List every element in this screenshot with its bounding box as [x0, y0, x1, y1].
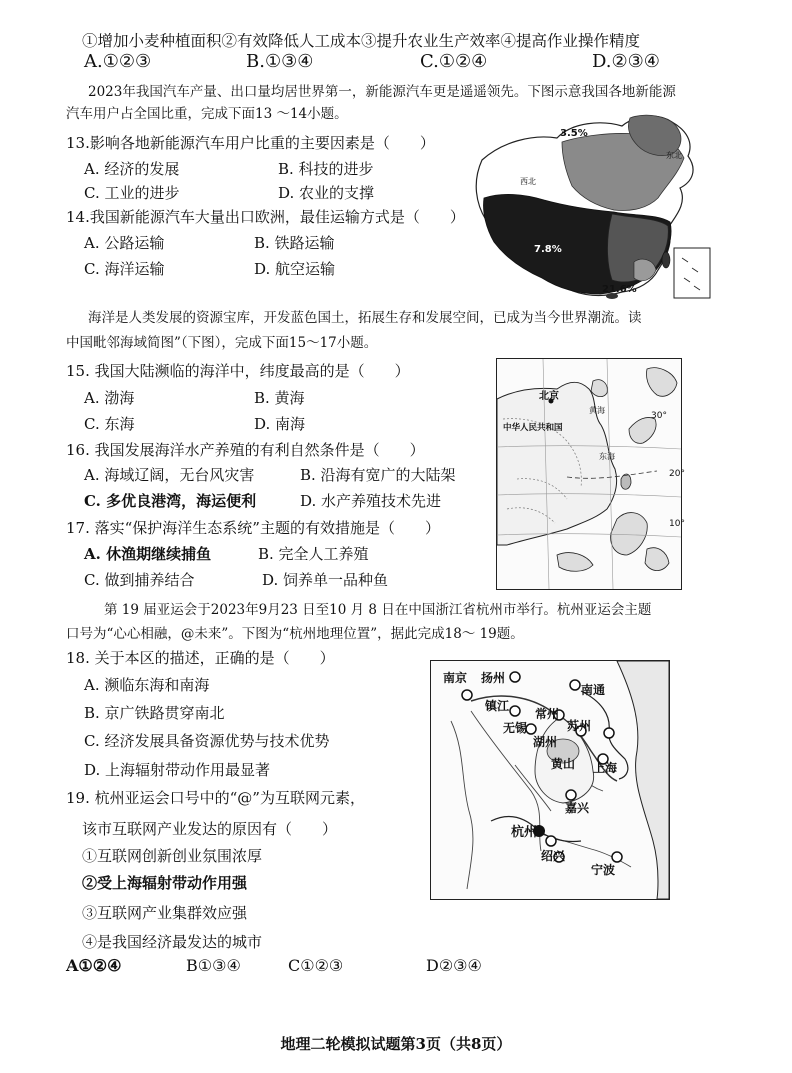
q14-option-a[interactable]: A. 公路运输 [84, 234, 165, 252]
map2-label-beijing: 北京 [539, 391, 559, 402]
q19-item-4: ④是我国经济最发达的城市 [82, 933, 263, 951]
q17-option-a[interactable]: A. 休渔期继续捕鱼 [84, 545, 212, 563]
intro-15-line2: 中国毗邻海域简图”（下图），完成下面15～17小题。 [66, 335, 378, 351]
map1-label-south: 21.6% [602, 284, 637, 295]
q14-stem: 14.我国新能源汽车大量出口欧洲，最佳运输方式是（ ） [66, 208, 465, 226]
q17-stem: 17. 落实“保护海洋生态系统”主题的有效措施是（ ） [66, 519, 440, 537]
q16-option-b[interactable]: B. 沿海有宽广的大陆架 [300, 466, 456, 484]
map3-label-shanghai: 上海 [593, 761, 618, 775]
q19-option-c[interactable]: C①②③ [288, 956, 344, 975]
q13-option-b[interactable]: B. 科技的进步 [278, 160, 374, 178]
q14-option-c[interactable]: C. 海洋运输 [84, 260, 165, 278]
map1-label-north: 3.5% [560, 128, 588, 139]
intro-18-line2: 口号为“心心相融，@未来”。下图为“杭州地理位置”，据此完成18～ 19题。 [66, 626, 524, 642]
china-nev-map [462, 112, 716, 302]
q19-item-1: ①互联网创新创业氛围浓厚 [82, 847, 263, 865]
q15-option-b[interactable]: B. 黄海 [254, 389, 305, 407]
q13-option-d[interactable]: D. 农业的支撑 [278, 184, 375, 202]
hangzhou-location-map [430, 660, 670, 900]
map2-label-lat20: 20° [669, 469, 685, 479]
map1-label-west: 7.8% [534, 244, 562, 255]
q12-option-a[interactable]: A.①②③ [84, 51, 152, 72]
q18-option-a[interactable]: A. 濒临东海和南海 [84, 676, 210, 694]
map1-label-northwest: 西北 [520, 177, 536, 186]
map3-label-suzhou: 苏州 [567, 719, 592, 733]
q18-option-c[interactable]: C. 经济发展具备资源优势与技术优势 [84, 732, 330, 750]
map3-label-yangzhou: 扬州 [481, 671, 506, 685]
q19-item-2: ②受上海辐射带动作用强 [82, 874, 248, 892]
map3-label-shaoxing: 绍兴 [541, 849, 566, 863]
q12-option-d[interactable]: D.②③④ [592, 51, 660, 72]
q13-option-a[interactable]: A. 经济的发展 [84, 160, 180, 178]
intro-13-line1: 2023年我国汽车产量、出口量均居世界第一，新能源汽车更是遥遥领先。下图示意我国各地新能源 [88, 84, 676, 100]
q18-option-b[interactable]: B. 京广铁路贯穿南北 [84, 704, 225, 722]
map3-label-huangshan: 黄山 [551, 757, 576, 771]
q15-stem: 15. 我国大陆濒临的海洋中，纬度最高的是（ ） [66, 362, 410, 380]
q16-option-c[interactable]: C. 多优良港湾，海运便利 [84, 492, 257, 510]
china-seas-map [496, 358, 685, 590]
q17-option-b[interactable]: B. 完全人工养殖 [258, 545, 369, 563]
q15-option-a[interactable]: A. 渤海 [84, 389, 135, 407]
intro-18-line1: 第 19 届亚运会于2023年9月23 日至10 月 8 日在中国浙江省杭州市举行。杭州亚运会主题 [104, 602, 652, 618]
q14-option-d[interactable]: D. 航空运输 [254, 260, 336, 278]
q13-stem: 13.影响各地新能源汽车用户比重的主要因素是（ ） [66, 134, 435, 152]
q19-option-a[interactable]: A①②④ [66, 956, 122, 975]
q19-item-3: ③互联网产业集群效应强 [82, 904, 248, 922]
q18-option-d[interactable]: D. 上海辐射带动作用最显著 [84, 761, 271, 779]
map2-label-prc: 中华人民共和国 [503, 423, 563, 433]
q16-stem: 16. 我国发展海洋水产养殖的有利自然条件是（ ） [66, 441, 425, 459]
map2-label-yellow-sea: 黄海 [589, 406, 605, 415]
map3-label-hangzhou: 杭州 [511, 825, 538, 840]
q12-option-b[interactable]: B.①③④ [246, 51, 314, 72]
map3-label-changzhou: 常州 [535, 707, 560, 721]
q19-stem-line1: 19. 杭州亚运会口号中的“@”为互联网元素， [66, 789, 365, 807]
map3-label-huzhou: 湖州 [533, 735, 558, 749]
map3-label-ningbo: 宁波 [591, 863, 616, 877]
map2-label-lat10: 10° [669, 519, 685, 529]
q15-option-d[interactable]: D. 南海 [254, 415, 306, 433]
q12-option-c[interactable]: C.①②④ [420, 51, 488, 72]
q13-option-c[interactable]: C. 工业的进步 [84, 184, 180, 202]
q16-option-d[interactable]: D. 水产养殖技术先进 [300, 492, 442, 510]
map3-label-wuxi: 无锡 [503, 721, 528, 735]
q19-option-b[interactable]: B①③④ [186, 956, 241, 975]
q14-option-b[interactable]: B. 铁路运输 [254, 234, 335, 252]
map3-label-nantong: 南通 [581, 683, 606, 697]
q18-stem: 18. 关于本区的描述，正确的是（ ） [66, 649, 335, 667]
map2-label-lat30: 30° [651, 411, 667, 421]
q17-option-d[interactable]: D. 饲养单一品种鱼 [262, 571, 389, 589]
map3-label-jiaxing: 嘉兴 [565, 801, 590, 815]
map2-label-east-sea: 东海 [599, 452, 615, 461]
q17-option-c[interactable]: C. 做到捕养结合 [84, 571, 195, 589]
intro-15-line1: 海洋是人类发展的资源宝库，开发蓝色国土，拓展生存和发展空间，已成为当今世界潮流。读 [88, 310, 642, 326]
q19-option-d[interactable]: D②③④ [426, 956, 482, 975]
china-map-figure [462, 112, 716, 302]
map3-label-nanjing: 南京 [443, 671, 468, 685]
map1-label-northeast: 东北 [666, 151, 682, 160]
intro-13-line2: 汽车用户占全国比重，完成下面13 ～14小题。 [66, 106, 348, 122]
map3-label-zhenjiang: 镇江 [485, 699, 510, 713]
china-seas-figure [497, 359, 681, 589]
q12-items: ①增加小麦种植面积②有效降低人工成本③提升农业生产效率④提高作业操作精度 [82, 32, 641, 50]
q19-stem-line2: 该市互联网产业发达的原因有（ ） [82, 820, 338, 838]
q16-option-a[interactable]: A. 海域辽阔，无台风灾害 [84, 466, 255, 484]
q15-option-c[interactable]: C. 东海 [84, 415, 135, 433]
page-footer: 地理二轮模拟试题第3页（共8页） [280, 1035, 512, 1053]
